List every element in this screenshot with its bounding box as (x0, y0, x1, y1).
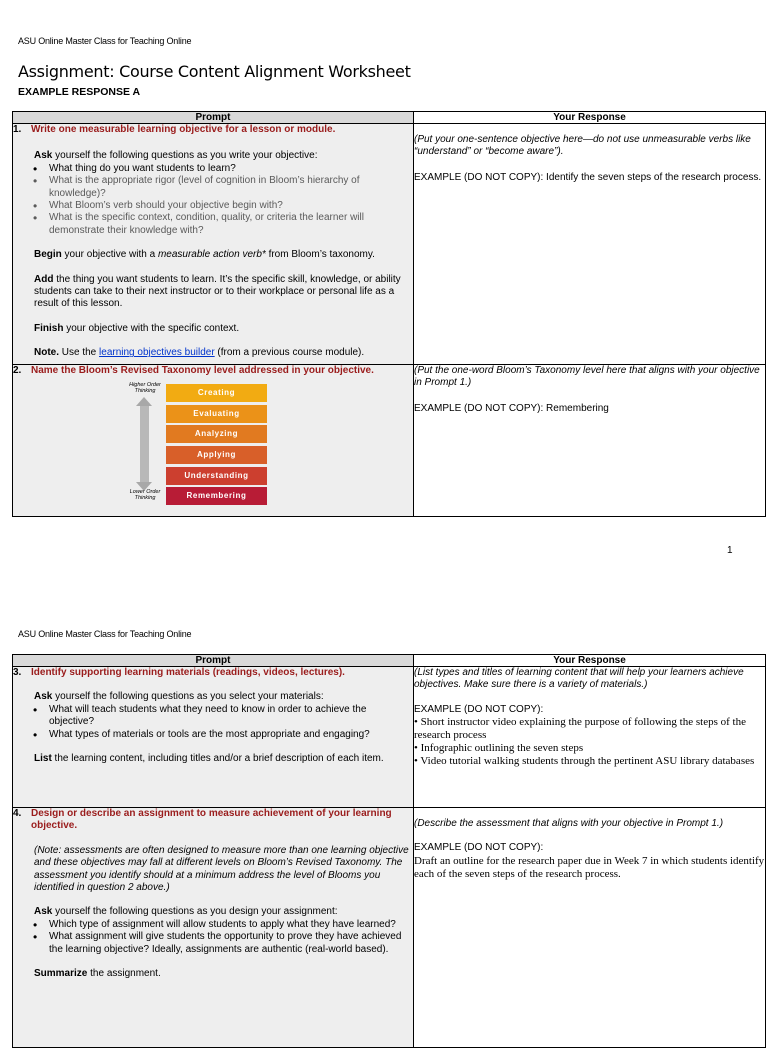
learning-objectives-builder-link[interactable]: learning objectives builder (99, 347, 215, 359)
ask-label: Ask (34, 906, 53, 918)
finish-label: Finish (34, 322, 64, 334)
summarize-label: Summarize (34, 968, 88, 980)
question-number: 2. (13, 365, 22, 376)
list-item: • What assignment will give students the opportunity to prove they have achieved the learning objective? Ideally, assignments are authentic (real-world based). (49, 931, 413, 956)
list-label: List (34, 753, 52, 765)
begin-label: Begin (34, 249, 62, 261)
list-text: the learning content, including titles and/or a brief description of each item. (51, 753, 384, 765)
list-item: • What Bloom’s verb should your objective begin with? (49, 200, 413, 212)
level-understanding: Understanding (166, 467, 267, 485)
response-cell-3[interactable] (414, 667, 766, 808)
summarize-text: the assignment. (87, 968, 161, 980)
list-item: • What is the appropriate rigor (level of cognition in Bloom’s hierarchy of knowledge)? (49, 175, 413, 200)
question-heading (13, 808, 413, 833)
response-text: Draft an outline for the research paper due in Week 7 in which students identify each of the seven steps of the research process. (414, 854, 765, 880)
note-instruction (13, 347, 413, 359)
question-heading (13, 124, 413, 136)
response-item: • Video tutorial walking students through the pertinent ASU library databases (414, 755, 755, 768)
level-applying: Applying (166, 446, 267, 464)
ask-text: yourself the following questions as you select your materials: (52, 691, 324, 703)
finish-instruction (13, 323, 413, 335)
prompt-column-header: Prompt (13, 112, 414, 124)
response-column-header: Your Response (414, 112, 766, 124)
response-instruction: (Put your one-sentence objective here—do not use unmeasurable verbs like “understand” or “become aware”). (414, 134, 751, 158)
blooms-taxonomy-diagram (128, 383, 278, 511)
table-header-row (13, 655, 766, 667)
prompt-cell-4 (13, 808, 414, 1048)
question-number: 3. (13, 667, 22, 678)
prompt-column-header: Prompt (13, 655, 414, 667)
question-title: Name the Bloom’s Revised Taxonomy level addressed in your objective. (31, 365, 374, 376)
response-example: EXAMPLE (DO NOT COPY): (414, 703, 544, 715)
response-item: • Infographic outlining the seven steps (414, 742, 584, 755)
response-column-header: Your Response (414, 655, 766, 667)
response-example: EXAMPLE (DO NOT COPY): Identify the seven steps of the research process. (414, 171, 762, 183)
response-cell-4[interactable] (414, 808, 766, 1048)
question-number: 1. (13, 124, 22, 135)
level-remembering: Remembering (166, 487, 267, 505)
response-instruction: (Describe the assessment that aligns with your objective in Prompt 1.) (414, 818, 724, 829)
add-instruction (13, 274, 413, 311)
response-cell-2[interactable] (414, 365, 766, 517)
page-header: ASU Online Master Class for Teaching Online (18, 629, 192, 639)
level-analyzing: Analyzing (166, 425, 267, 443)
add-text: the thing you want students to learn. It’s the specific skill, knowledge, or ability students can take to their next instructor or to their workplace or personal life as a result of this lesson. (34, 273, 401, 310)
begin-italic: measurable action verb* (157, 249, 266, 261)
document-title: Assignment: Course Content Alignment Worksheet (18, 62, 411, 81)
question-list (13, 919, 413, 956)
page-number: 1 (727, 545, 733, 556)
list-item: • What will teach students what they need to know in order to achieve the objective? (49, 704, 413, 729)
finish-text: your objective with the specific context. (63, 322, 240, 334)
worksheet-table-page2 (12, 654, 766, 1048)
prompt-cell-2 (13, 365, 414, 517)
add-label: Add (34, 273, 54, 285)
ask-instruction (13, 906, 413, 918)
table-header-row (13, 112, 766, 124)
begin-text: your objective with a (61, 249, 158, 261)
question-number: 4. (13, 808, 22, 819)
document-subtitle: EXAMPLE RESPONSE A (18, 86, 141, 98)
ask-label: Ask (34, 691, 53, 703)
question-row-2 (13, 365, 766, 517)
list-item: • Which type of assignment will allow students to apply what they have learned? (49, 919, 413, 931)
question-row-3 (13, 667, 766, 808)
question-list (13, 163, 413, 237)
question-heading (13, 365, 413, 377)
ask-text: yourself the following questions as you write your objective: (52, 150, 318, 162)
note-text-end: (from a previous course module). (214, 347, 365, 359)
list-instruction (13, 753, 413, 765)
question-row-1 (13, 124, 766, 365)
note-text: Use the (59, 347, 100, 359)
response-instruction: (Put the one-word Bloom’s Taxonomy level here that aligns with your objective in Prompt 1.) (414, 365, 760, 389)
prompt-cell-3 (13, 667, 414, 808)
ask-instruction (13, 150, 413, 162)
level-creating: Creating (166, 384, 267, 402)
note-label: Note. (34, 347, 59, 359)
list-item: • What types of materials or tools are the most appropriate and engaging? (49, 729, 413, 741)
question-list (13, 704, 413, 741)
response-cell-1[interactable] (414, 124, 766, 365)
question-heading (13, 667, 413, 679)
response-instruction: (List types and titles of learning content that will help your learners achieve objectives. Make sure there is a variety of materials.) (414, 667, 744, 691)
level-evaluating: Evaluating (166, 405, 267, 423)
question-title: Write one measurable learning objective for a lesson or module. (31, 124, 336, 135)
ask-text: yourself the following questions as you design your assignment: (52, 906, 338, 918)
lower-order-label: Lower Order Thinking (129, 489, 161, 501)
response-item: • Short instructor video explaining the purpose of following the steps of the research process (414, 716, 746, 742)
response-example: EXAMPLE (DO NOT COPY): Remembering (414, 402, 609, 414)
ask-label: Ask (34, 150, 53, 162)
prompt-cell-1 (13, 124, 414, 365)
assessment-note: (Note: assessments are often designed to measure more than one learning objective and these objectives may fall at different levels on Bloom’s Revised Taxonomy. The assessment you identify should at a minimum address the level of Blooms you identified in question 2 above.) (34, 844, 409, 894)
question-title: Identify supporting learning materials (readings, videos, lectures). (31, 667, 345, 678)
ask-instruction (13, 691, 413, 703)
double-arrow-icon (140, 405, 149, 483)
question-row-4 (13, 808, 766, 1048)
response-example: EXAMPLE (DO NOT COPY): (414, 842, 544, 854)
begin-text-end: from Bloom’s taxonomy. (265, 249, 375, 261)
worksheet-table-page1 (12, 111, 766, 517)
list-item: • What is the specific context, condition, quality, or criteria the learner will demonstrate their knowledge with? (49, 212, 413, 237)
list-item: • What thing do you want students to learn? (49, 163, 413, 175)
question-title: Design or describe an assignment to measure achievement of your learning objective. (31, 808, 392, 832)
higher-order-label: Higher Order Thinking (129, 382, 161, 394)
page-header: ASU Online Master Class for Teaching Online (18, 36, 192, 46)
summarize-instruction (13, 968, 413, 980)
begin-instruction (13, 249, 413, 261)
